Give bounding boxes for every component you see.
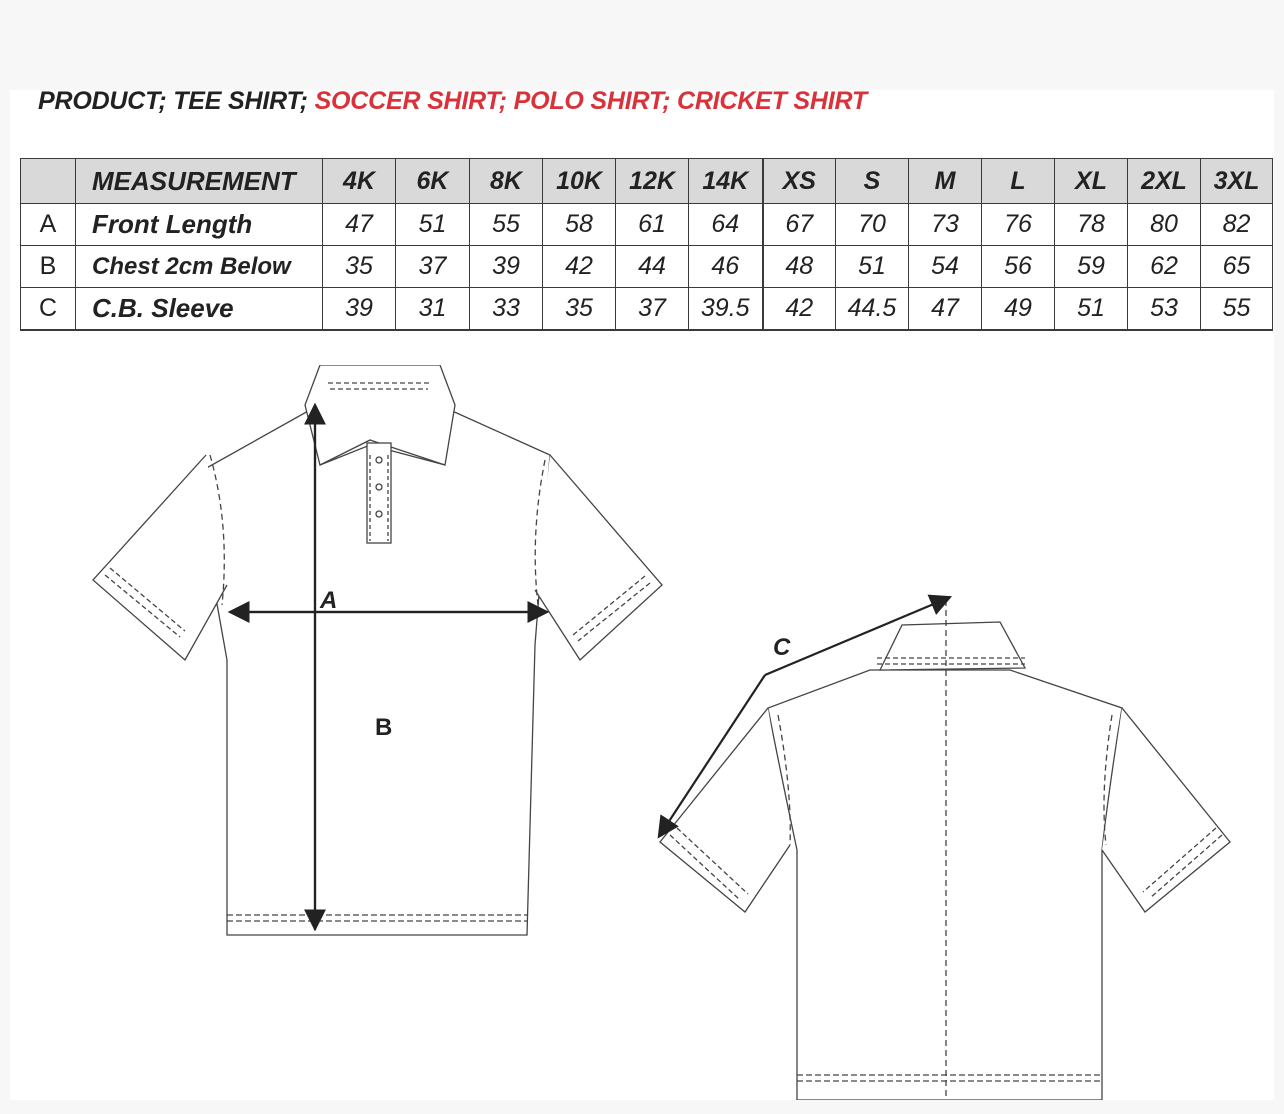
- table-cell: 55: [470, 204, 543, 246]
- label-c: C: [773, 634, 791, 661]
- table-cell: 65: [1201, 246, 1273, 288]
- table-cell: 44: [616, 246, 689, 288]
- size-chart-sheet: [10, 87, 1274, 1100]
- header-size: 10K: [543, 159, 616, 204]
- table-cell: 51: [396, 204, 470, 246]
- table-cell: 56: [982, 246, 1055, 288]
- table-cell: 54: [909, 246, 982, 288]
- table-cell: 39: [323, 288, 396, 331]
- header-corner: [21, 159, 76, 204]
- table-cell: 47: [909, 288, 982, 331]
- label-a: A: [320, 587, 338, 614]
- table-cell: 73: [909, 204, 982, 246]
- header-size: L: [982, 159, 1055, 204]
- table-cell: 64: [689, 204, 763, 246]
- row-key: B: [21, 246, 76, 288]
- header-size: 4K: [323, 159, 396, 204]
- table-cell: 46: [689, 246, 763, 288]
- table-cell: 37: [396, 246, 470, 288]
- table-cell: 70: [836, 204, 909, 246]
- table-cell: 35: [543, 288, 616, 331]
- table-cell: 59: [1055, 246, 1128, 288]
- table-cell: 55: [1201, 288, 1273, 331]
- table-row: [21, 204, 1273, 246]
- row-key: C: [21, 288, 76, 331]
- table-cell: 78: [1055, 204, 1128, 246]
- size-table: [20, 158, 1273, 331]
- table-cell: 37: [616, 288, 689, 331]
- table-cell: 82: [1201, 204, 1273, 246]
- header-size: 8K: [470, 159, 543, 204]
- table-cell: 51: [836, 246, 909, 288]
- table-cell: 49: [982, 288, 1055, 331]
- table-cell: 39.5: [689, 288, 763, 331]
- table-cell: 39: [470, 246, 543, 288]
- table-cell: 67: [763, 204, 836, 246]
- header-size: XL: [1055, 159, 1128, 204]
- header-size: M: [909, 159, 982, 204]
- table-cell: 31: [396, 288, 470, 331]
- table-cell: 51: [1055, 288, 1128, 331]
- table-row: [21, 288, 1273, 331]
- back-shirt-diagram: [640, 500, 1240, 1100]
- header-measurement: MEASUREMENT: [76, 159, 323, 204]
- table-cell: 61: [616, 204, 689, 246]
- table-row: [21, 246, 1273, 288]
- table-cell: 44.5: [836, 288, 909, 331]
- product-prefix: PRODUCT; TEE SHIRT;: [38, 87, 315, 115]
- header-size: 3XL: [1201, 159, 1273, 204]
- table-cell: 53: [1128, 288, 1201, 331]
- product-highlight: SOCCER SHIRT; POLO SHIRT; CRICKET SHIRT: [314, 87, 867, 115]
- table-header-row: [21, 159, 1273, 204]
- table-cell: 42: [763, 288, 836, 331]
- label-b: B: [375, 714, 393, 741]
- row-key: A: [21, 204, 76, 246]
- product-line: [38, 87, 867, 116]
- header-size: 6K: [396, 159, 470, 204]
- header-size: XS: [763, 159, 836, 204]
- table-cell: 33: [470, 288, 543, 331]
- table-cell: 62: [1128, 246, 1201, 288]
- table-cell: 76: [982, 204, 1055, 246]
- header-size: 12K: [616, 159, 689, 204]
- row-label: C.B. Sleeve: [76, 288, 323, 331]
- table-cell: 42: [543, 246, 616, 288]
- header-size: 14K: [689, 159, 763, 204]
- header-size: 2XL: [1128, 159, 1201, 204]
- back-shirt-outline: [660, 600, 1230, 1100]
- front-shirt-diagram: [90, 365, 690, 945]
- table-cell: 58: [543, 204, 616, 246]
- table-cell: 48: [763, 246, 836, 288]
- table-cell: 80: [1128, 204, 1201, 246]
- table-cell: 35: [323, 246, 396, 288]
- header-size: S: [836, 159, 909, 204]
- row-label: Chest 2cm Below: [76, 246, 323, 288]
- table-cell: 47: [323, 204, 396, 246]
- front-shirt-outline: [93, 365, 662, 935]
- row-label: Front Length: [76, 204, 323, 246]
